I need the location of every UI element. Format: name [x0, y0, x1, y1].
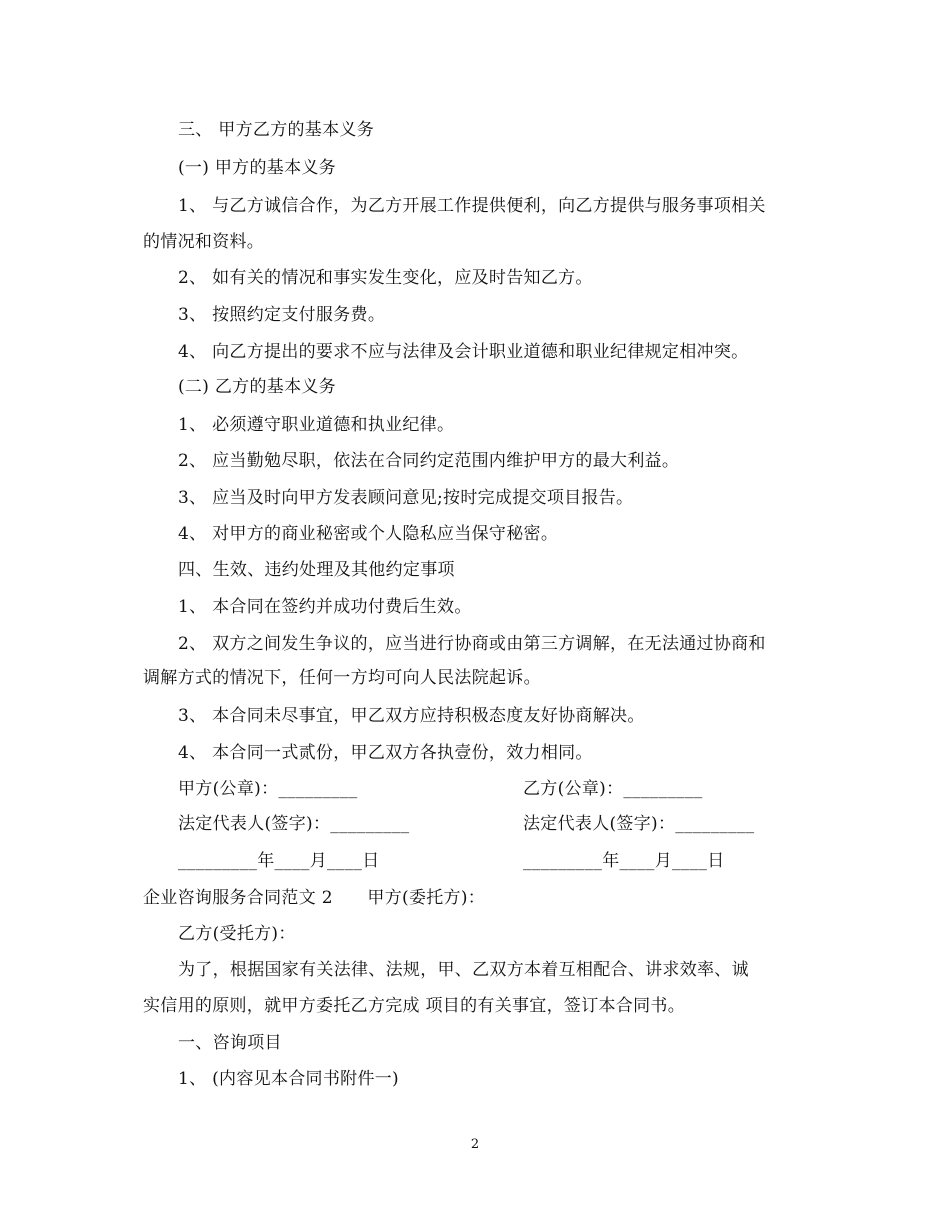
party-b-date-line: _________年____月____日 — [523, 851, 725, 871]
party-b-trustee-line: 乙方(受托方)： — [178, 924, 296, 944]
party-a-duty-3: 3、 按照约定支付服务费。 — [178, 305, 386, 325]
effect-clause-2: 2、 双方之间发生争议的，应当进行协商或由第三方调解，在无法通过协商和 — [178, 634, 766, 654]
party-a-duty-2: 2、 如有关的情况和事实发生变化，应及时告知乙方。 — [178, 268, 593, 288]
party-b-duty-1: 1、 必须遵守职业道德和执业纪律。 — [178, 415, 455, 435]
party-a-duty-4: 4、 向乙方提出的要求不应与法律及会计职业道德和职业纪律规定相冲突。 — [178, 342, 749, 362]
consulting-item-1: 1、 (内容见本合同书附件一) — [178, 1069, 399, 1089]
subsection-heading-party-a: (一) 甲方的基本义务 — [178, 158, 336, 178]
party-b-seal-line: 乙方(公章)：_________ — [523, 779, 703, 799]
section-heading-effect: 四、生效、违约处理及其他约定事项 — [178, 560, 455, 580]
party-a-representative-line: 法定代表人(签字)：_________ — [178, 814, 410, 834]
preamble-line-1: 为了，根据国家有关法律、法规，甲、乙双方本着互相配合、讲求效率、诚 — [178, 960, 749, 980]
party-b-representative-line: 法定代表人(签字)：_________ — [523, 814, 755, 834]
party-a-duty-1: 1、 与乙方诚信合作，为乙方开展工作提供便利，向乙方提供与服务事项相关 — [178, 196, 766, 216]
effect-clause-3: 3、 本合同未尽事宜，甲乙双方应持积极态度友好协商解决。 — [178, 706, 645, 726]
effect-clause-4: 4、 本合同一式贰份，甲乙双方各执壹份，效力相同。 — [178, 743, 593, 763]
section-heading-obligations: 三、 甲方乙方的基本义务 — [178, 120, 375, 140]
party-b-duty-2: 2、 应当勤勉尽职，依法在合同约定范围内维护甲方的最大利益。 — [178, 451, 680, 471]
party-a-date-line: _________年____月____日 — [178, 851, 380, 871]
party-b-duty-4: 4、 对甲方的商业秘密或个人隐私应当保守秘密。 — [178, 524, 559, 544]
effect-clause-2-cont: 调解方式的情况下，任何一方均可向人民法院起诉。 — [143, 668, 541, 688]
party-b-duty-3: 3、 应当及时向甲方发表顾问意见;按时完成提交项目报告。 — [178, 488, 634, 508]
party-a-duty-1-cont: 的情况和资料。 — [143, 232, 265, 252]
preamble-line-2: 实信用的原则，就甲方委托乙方完成 项目的有关事宜，签订本合同书。 — [143, 996, 686, 1016]
subsection-heading-party-b: (二) 乙方的基本义务 — [178, 377, 336, 397]
page-number: 2 — [470, 1137, 480, 1152]
section-heading-consulting: 一、咨询项目 — [178, 1033, 282, 1053]
party-a-seal-line: 甲方(公章)：_________ — [178, 779, 358, 799]
second-contract-title: 企业咨询服务合同范文 2 甲方(委托方)： — [143, 888, 486, 908]
effect-clause-1: 1、 本合同在签约并成功付费后生效。 — [178, 597, 472, 617]
